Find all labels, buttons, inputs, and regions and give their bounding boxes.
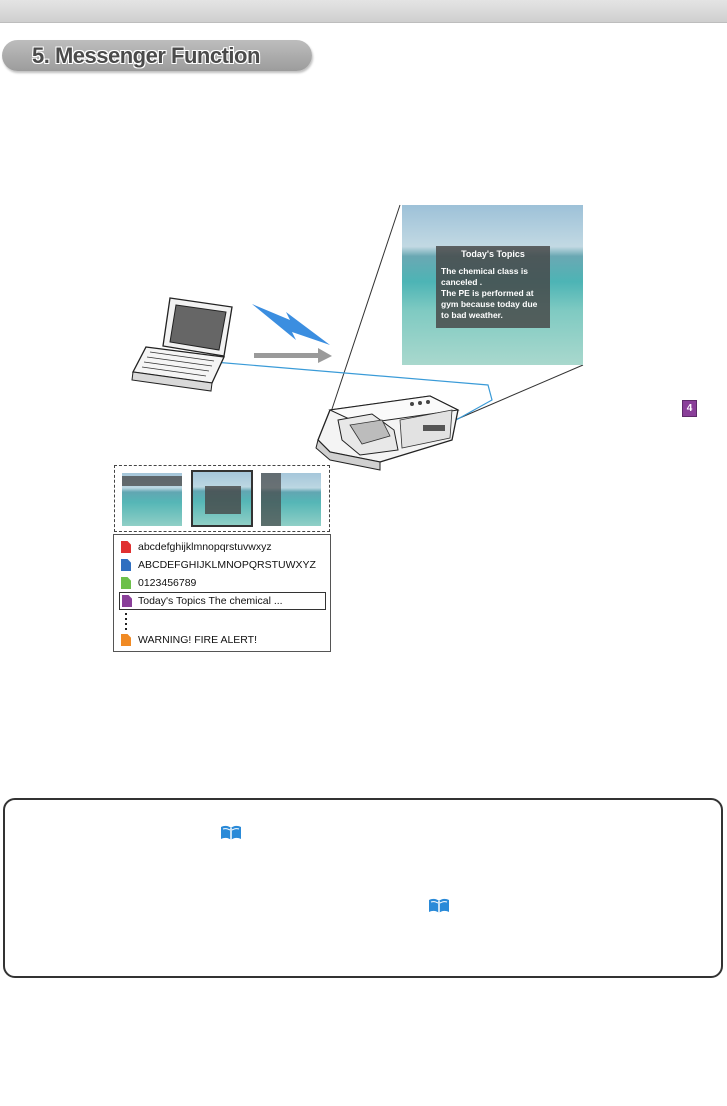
list-item-label: ABCDEFGHIJKLMNOPQRSTUWXYZ (138, 559, 316, 571)
list-item-label: WARNING! FIRE ALERT! (138, 634, 258, 646)
thumbnail-3 (261, 473, 321, 526)
note-box (3, 798, 723, 978)
message-line-2: The PE is performed at gym because today due to bad weather. (441, 288, 538, 320)
file-icon (122, 595, 132, 607)
message-title: Today's Topics (461, 249, 525, 259)
beam-line-bottom (455, 365, 583, 420)
beam-line-top (325, 205, 400, 430)
list-item-selected (119, 592, 326, 610)
thumbnail-2 (191, 470, 253, 527)
file-icon (121, 541, 131, 553)
projector-icon (316, 396, 458, 470)
list-item-label: 0123456789 (138, 577, 197, 589)
section-title: 5. Messenger Function (32, 43, 260, 68)
file-icon (121, 634, 131, 646)
thumbnail-1 (122, 473, 182, 526)
file-icon (121, 559, 131, 571)
ellipsis-dots (124, 613, 128, 633)
message-list (113, 534, 331, 652)
page-badge: 4 (682, 400, 697, 417)
message-line-1: The chemical class is canceled . (441, 266, 528, 287)
list-item (119, 631, 326, 649)
book-icon (220, 825, 242, 841)
arrow-right-icon (254, 348, 332, 363)
list-item (119, 538, 326, 556)
list-item-label: abcdefghijklmnopqrstuvwxyz (138, 541, 272, 553)
projected-message-box (436, 246, 550, 328)
file-icon (121, 577, 131, 589)
lightning-icon (252, 304, 330, 345)
list-item (119, 574, 326, 592)
message-thumbnails (114, 465, 330, 532)
book-icon (428, 898, 450, 914)
laptop-icon (132, 298, 232, 391)
list-item (119, 556, 326, 574)
list-item-label: Today's Topics The chemical ... (138, 595, 283, 607)
